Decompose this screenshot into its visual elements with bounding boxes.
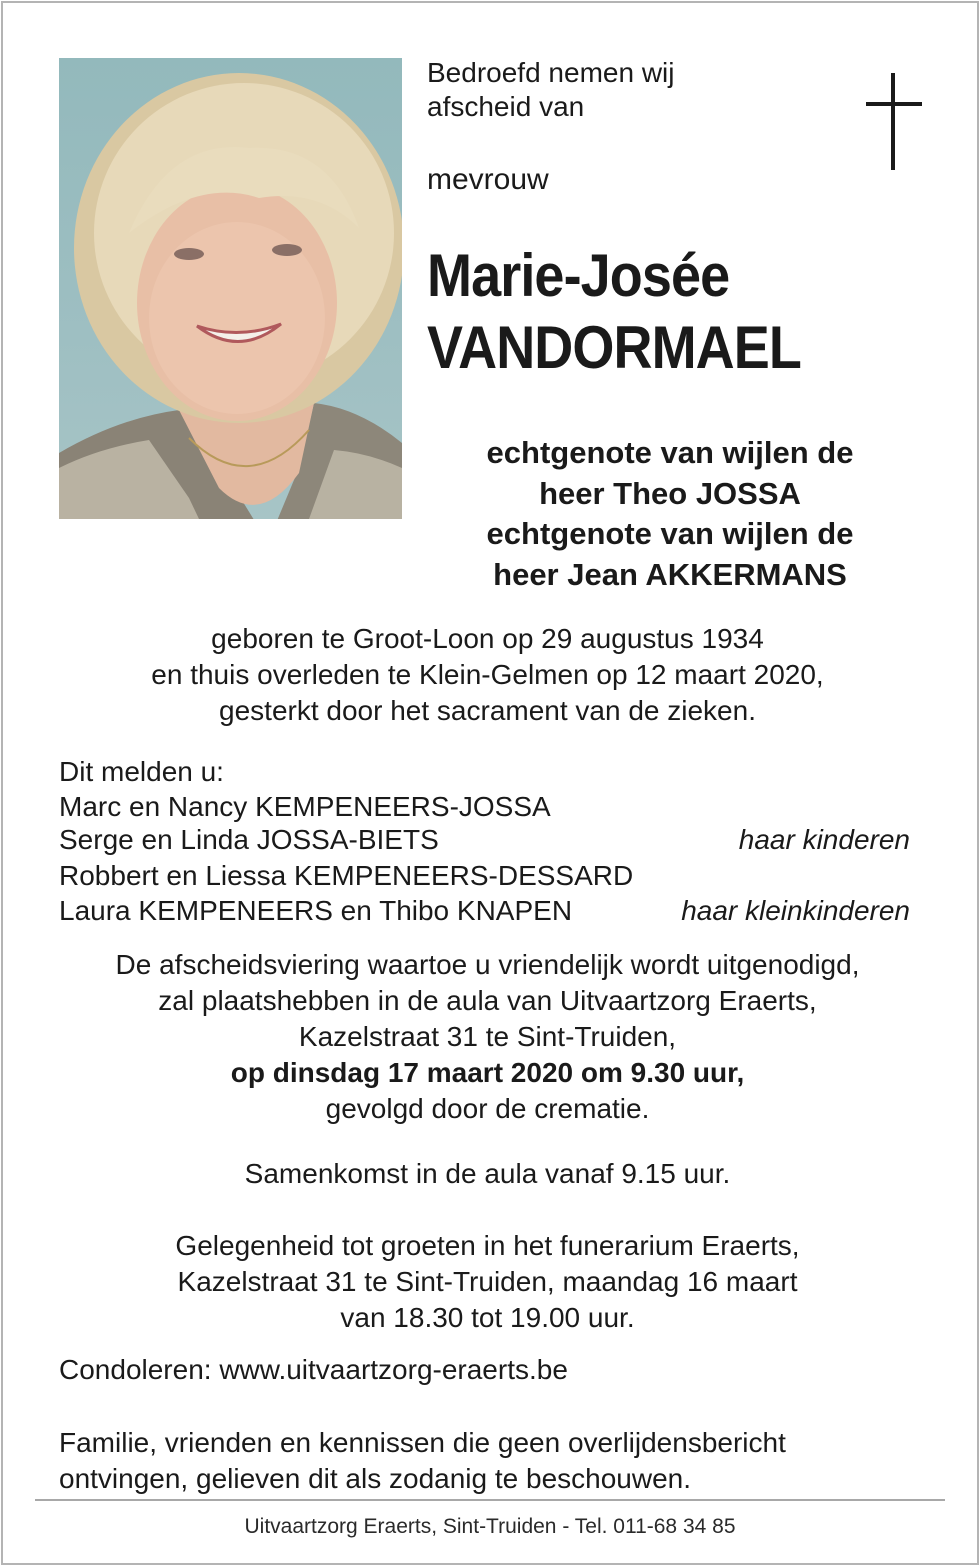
first-name: Marie-Josée xyxy=(427,242,730,309)
last-name: VANDORMAEL xyxy=(427,314,801,381)
condolences-link[interactable]: Condoleren: www.uitvaartzorg-eraerts.be xyxy=(59,1354,568,1385)
family-line: Marc en Nancy KEMPENEERS-JOSSA xyxy=(59,791,551,822)
family-line: Serge en Linda JOSSA-BIETS xyxy=(59,824,439,855)
ceremony-block: De afscheidsviering waartoe u vriendelijk wordt uitgenodigd, zal plaatshebben in de aula van Uitvaartzorg Eraerts, Kazelstraat 31 te Sint-Truiden, op dinsdag 17 maart 2020 om 9.30 uur, gevolgd door de crematie. xyxy=(60,947,915,1127)
family-note: Familie, vrienden en kennissen die geen overlijdensbericht ontvingen, gelieven dit als zodanig te beschouwen. xyxy=(59,1427,786,1494)
gathering-text: Samenkomst in de aula vanaf 9.15 uur. xyxy=(244,1158,731,1189)
footer-text: Uitvaartzorg Eraerts, Sint-Truiden - Tel. 011-68 34 85 xyxy=(244,1515,736,1538)
title-word: mevrouw xyxy=(427,163,549,196)
role-grandchildren: haar kleinkinderen xyxy=(681,895,910,926)
spouse-block: echtgenote van wijlen de heer Theo JOSSA echtgenote van wijlen de heer Jean AKKERMANS xyxy=(486,435,854,592)
announcers-heading: Dit melden u: xyxy=(59,756,224,787)
visitation-block: Gelegenheid tot groeten in het funerarium Eraerts, Kazelstraat 31 te Sint-Truiden, maandag 16 maart van 18.30 tot 19.00 uur. xyxy=(175,1230,800,1333)
portrait-photo xyxy=(59,58,402,519)
role-children: haar kinderen xyxy=(738,824,910,855)
ceremony-date: op dinsdag 17 maart 2020 om 9.30 uur, xyxy=(230,1057,745,1088)
intro-text: Bedroefd nemen wij afscheid van xyxy=(427,57,675,122)
family-line: Laura KEMPENEERS en Thibo KNAPEN xyxy=(59,895,573,926)
cross-icon xyxy=(866,73,922,170)
deceased-name xyxy=(427,240,801,384)
divider xyxy=(35,1499,945,1501)
birth-death-block: geboren te Groot-Loon op 29 augustus 1934 en thuis overleden te Klein-Gelmen op 12 maart 2020, gesterkt door het sacrament van de zieken. xyxy=(151,623,824,726)
family-line: Robbert en Liessa KEMPENEERS-DESSARD xyxy=(59,860,634,891)
